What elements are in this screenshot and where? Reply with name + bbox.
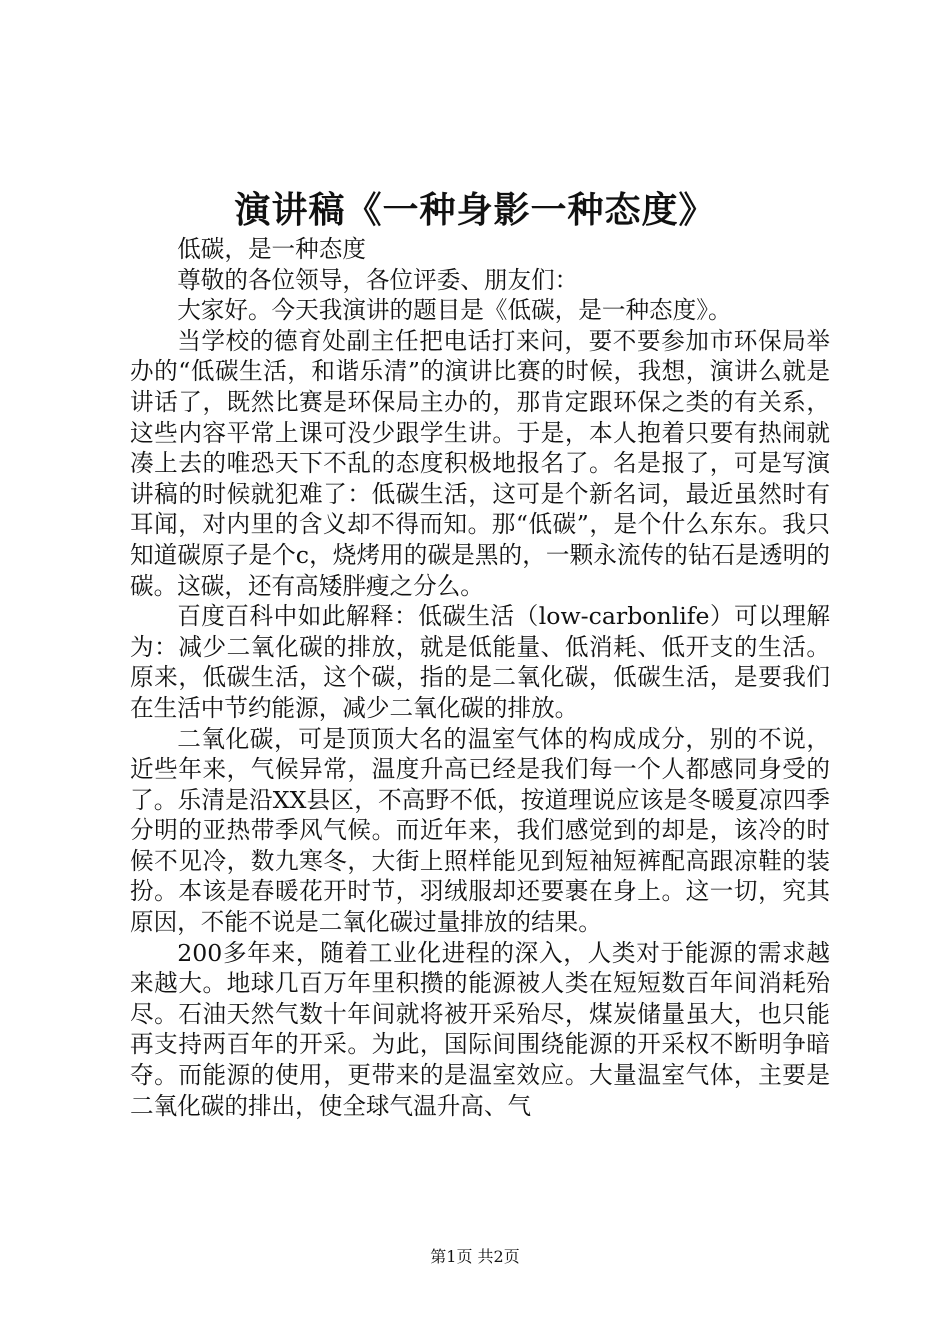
paragraph-body: 当学校的德育处副主任把电话打来问，要不要参加市环保局举办的“低碳生活，和谐乐清”的演讲比赛的时候，我想，演讲么就是讲话了，既然比赛是环保局主办的，那肯定跟环保之类的有关系，这些内容平常上课可没少跟学生讲。于是，本人抱着只要有热闹就凑上去的唯恐天下不乱的态度积极地报名了。名是报了，可是写演讲稿的时候就犯难了：低碳生活，这可是个新名词，最近虽然时有耳闻，对内里的含义却不得而知。那“低碳”，是个什么东东。我只知道碳原子是个c，烧烤用的碳是黑的，一颗永流传的钻石是透明的碳。这碳，还有高矮胖瘦之分么。: [130, 326, 830, 600]
paragraph-body: 百度百科中如此解释：低碳生活（low-carbonlife）可以理解为：减少二氧化碳的排放，就是低能量、低消耗、低开支的生活。原来，低碳生活，这个碳，指的是二氧化碳，低碳生活，是要我们在生活中节约能源，减少二氧化碳的排放。: [130, 602, 830, 722]
paragraph-body: 200多年来，随着工业化进程的深入，人类对于能源的需求越来越大。地球几百万年里积攒的能源被人类在短短数百年间消耗殆尽。石油天然气数十年间就将被开采殆尽，煤炭储量虽大，也只能再支持两百年的开采。为此，国际间围绕能源的开采权不断明争暗夺。而能源的使用，更带来的是温室效应。大量温室气体，主要是二氧化碳的排出，使全球气温升高、气: [130, 938, 830, 1120]
paragraph-greeting: 尊敬的各位领导，各位评委、朋友们：: [177, 265, 579, 294]
page-footer: 第1页 共2页: [430, 1247, 520, 1266]
paragraph-intro: 大家好。今天我演讲的题目是《低碳，是一种态度》。: [177, 296, 732, 325]
paragraph-subtitle: 低碳，是一种态度: [177, 235, 366, 263]
paragraph-body: 二氧化碳，可是顶顶大名的温室气体的构成成分，别的不说，近些年来，气候异常，温度升高已经是我们每一个人都感同身受的了。乐清是沿XX县区，不高野不低，按道理说应该是冬暖夏凉四季分明的亚热带季风气候。而近年来，我们感觉到的却是，该冷的时候不见冷，数九寒冬，大街上照样能见到短袖短裤配高跟凉鞋的装扮。本该是春暖花开时节，羽绒服却还要裹在身上。这一切，究其原因，不能不说是二氧化碳过量排放的结果。: [130, 724, 830, 937]
document-title: 演讲稿《一种身影一种态度》: [234, 189, 716, 231]
document-body: [130, 234, 830, 1121]
